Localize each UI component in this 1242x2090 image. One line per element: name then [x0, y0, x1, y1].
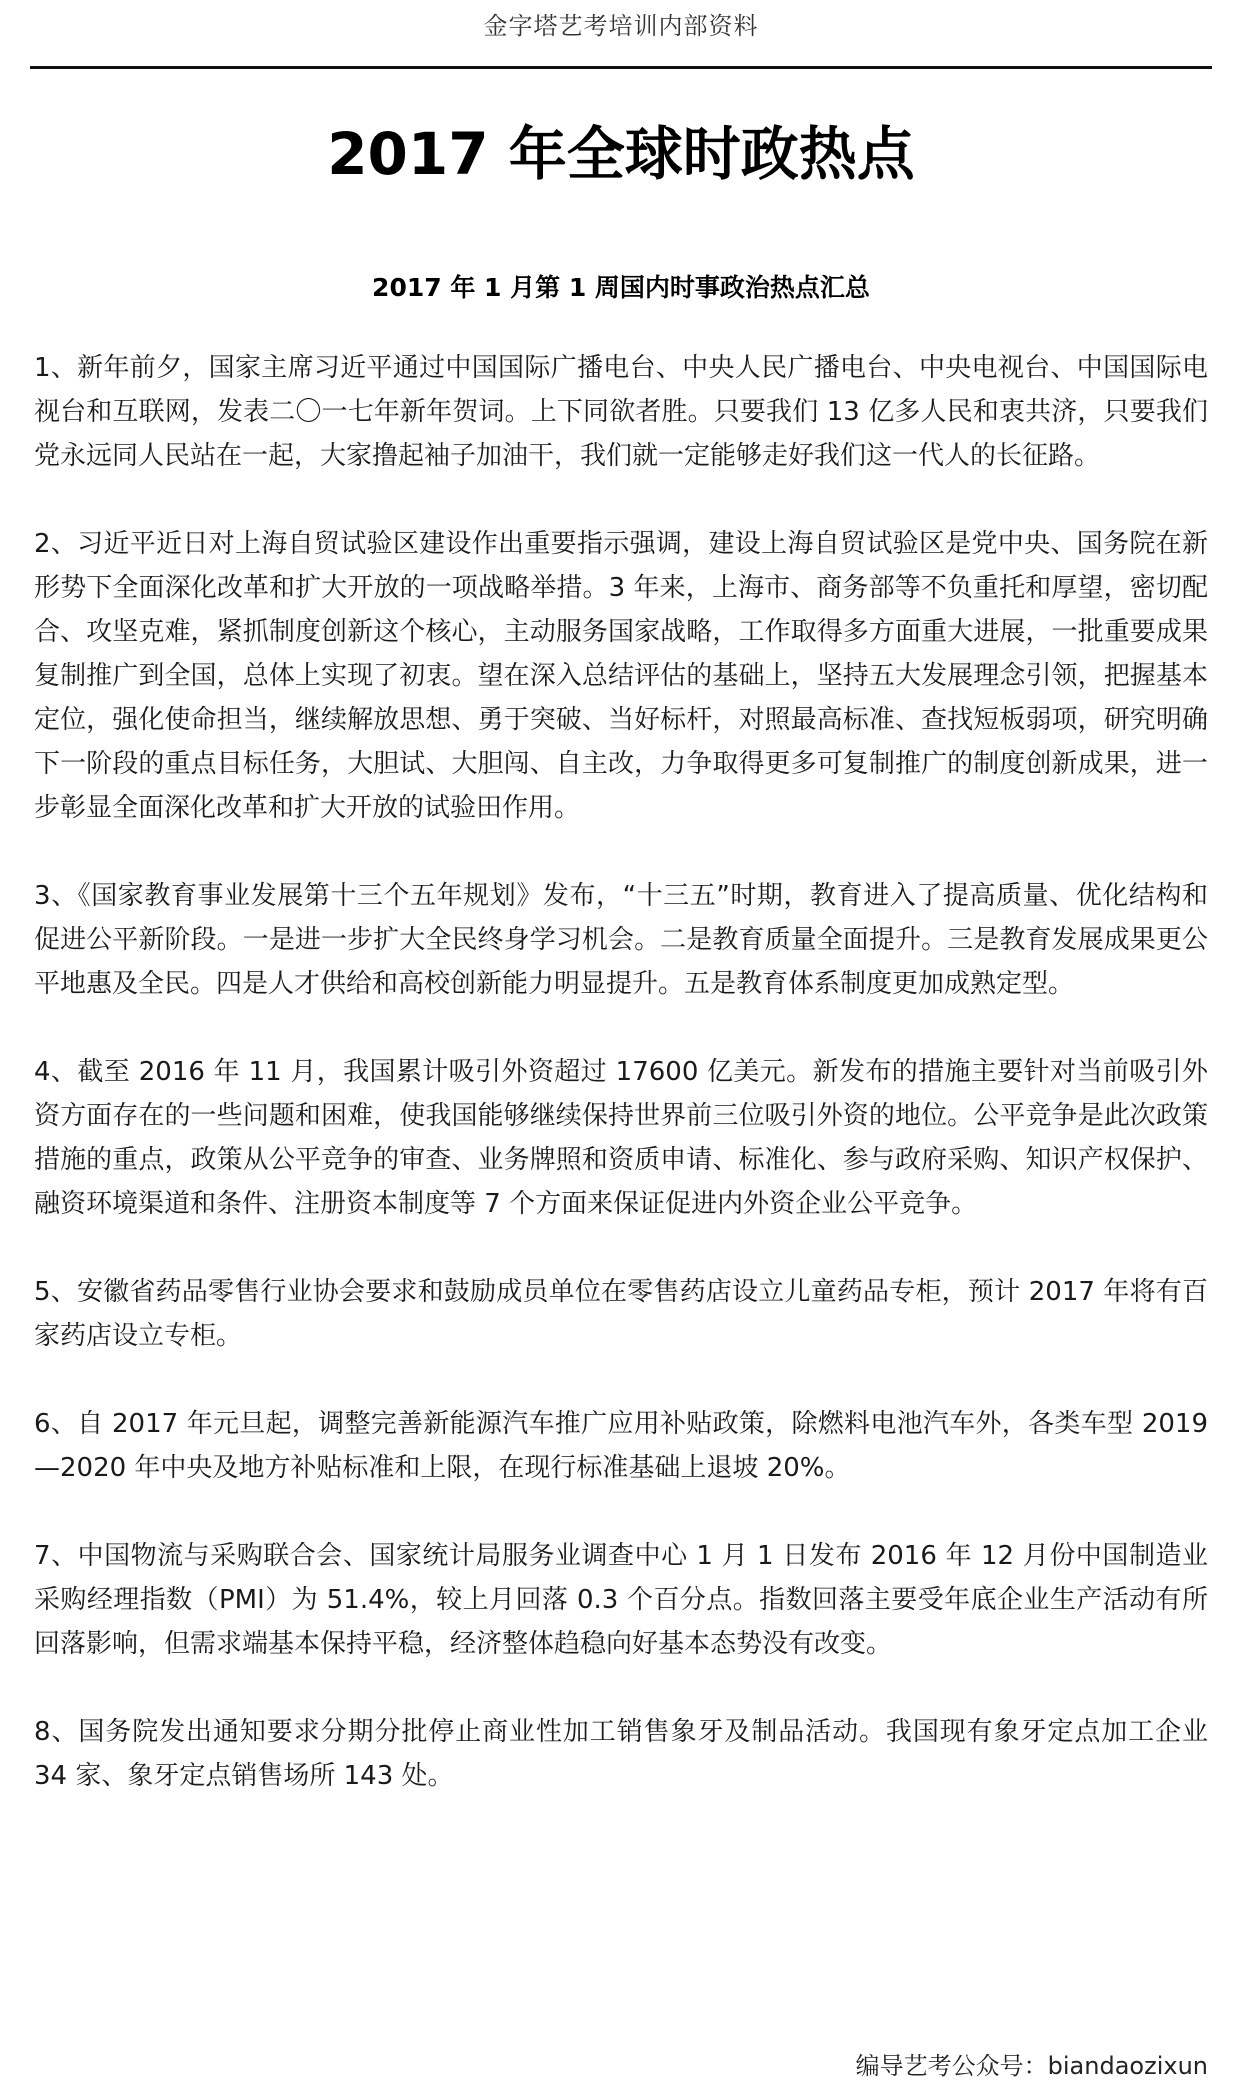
page-footer: 编导艺考公众号：biandaozixun [855, 2052, 1208, 2080]
news-item-1: 1、新年前夕，国家主席习近平通过中国国际广播电台、中央人民广播电台、中央电视台、中国国际电视台和互联网，发表二〇一七年新年贺词。上下同欲者胜。只要我们 13 亿多人民和衷共济，只要我们党永远同人民站在一起，大家撸起袖子加油干，我们就一定能够走好我们这一代人的长征路。 [34, 353, 1208, 471]
news-item-4: 4、截至 2016 年 11 月，我国累计吸引外资超过 17600 亿美元。新发布的措施主要针对当前吸引外资方面存在的一些问题和困难，使我国能够继续保持世界前三位吸引外资的地位。公平竞争是此次政策措施的重点，政策从公平竞争的审查、业务牌照和资质申请、标准化、参与政府采购、知识产权保护、融资环境渠道和条件、注册资本制度等 7 个方面来保证促进内外资企业公平竞争。 [34, 1057, 1208, 1219]
news-item-list [34, 346, 1208, 1842]
news-item-7: 7、中国物流与采购联合会、国家统计局服务业调查中心 1 月 1 日发布 2016 年 12 月份中国制造业采购经理指数（PMI）为 51.4%，较上月回落 0.3 个百分点。指数回落主要受年底企业生产活动有所回落影响，但需求端基本保持平稳，经济整体趋稳向好基本态势没有改变。 [34, 1541, 1208, 1659]
news-item-6: 6、自 2017 年元旦起，调整完善新能源汽车推广应用补贴政策，除燃料电池汽车外，各类车型 2019—2020 年中央及地方补贴标准和上限，在现行标准基础上退坡 20%。 [34, 1409, 1208, 1483]
news-item-3: 3、《国家教育事业发展第十三个五年规划》发布，“十三五”时期，教育进入了提高质量、优化结构和促进公平新阶段。一是进一步扩大全民终身学习机会。二是教育质量全面提升。三是教育发展成果更公平地惠及全民。四是人才供给和高校创新能力明显提升。五是教育体系制度更加成熟定型。 [34, 881, 1208, 999]
news-item-8: 8、国务院发出通知要求分期分批停止商业性加工销售象牙及制品活动。我国现有象牙定点加工企业 34 家、象牙定点销售场所 143 处。 [34, 1717, 1208, 1791]
news-item-5: 5、安徽省药品零售行业协会要求和鼓励成员单位在零售药店设立儿童药品专柜，预计 2017 年将有百家药店设立专柜。 [34, 1277, 1208, 1351]
header-divider [30, 66, 1212, 69]
document-title: 2017 年全球时政热点 [327, 120, 915, 188]
news-item-2: 2、习近平近日对上海自贸试验区建设作出重要指示强调，建设上海自贸试验区是党中央、国务院在新形势下全面深化改革和扩大开放的一项战略举措。3 年来，上海市、商务部等不负重托和厚望，密切配合、攻坚克难，紧抓制度创新这个核心，主动服务国家战略，工作取得多方面重大进展，一批重要成果复制推广到全国，总体上实现了初衷。望在深入总结评估的基础上，坚持五大发展理念引领，把握基本定位，强化使命担当，继续解放思想、勇于突破、当好标杆，对照最高标准、查找短板弱项，研究明确下一阶段的重点目标任务，大胆试、大胆闯、自主改，力争取得更多可复制推广的制度创新成果，进一步彰显全面深化改革和扩大开放的试验田作用。 [34, 529, 1208, 823]
document-subtitle: 2017 年 1 月第 1 周国内时事政治热点汇总 [372, 273, 870, 302]
page-header: 金字塔艺考培训内部资料 [483, 12, 759, 40]
